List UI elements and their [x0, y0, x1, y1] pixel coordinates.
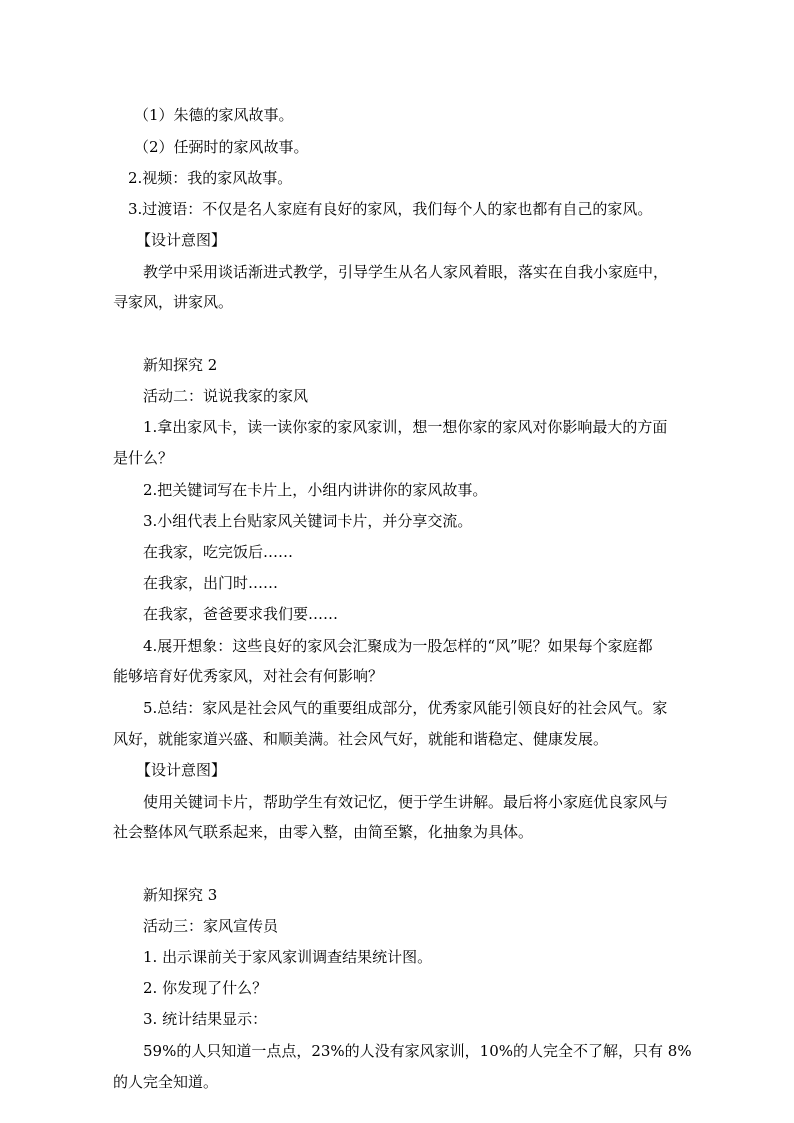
- paragraph-intent-1-line1: 教学中采用谈话渐进式教学，引导学生从名人家风着眼，落实在自我小家庭中，: [143, 263, 669, 281]
- example-dad-requires: 在我家，爸爸要求我们要……: [143, 605, 339, 623]
- activity-title-3: 活动三：家风宣传员: [143, 917, 279, 935]
- step-4-line1: 4.展开想象：这些良好的家风会汇聚成为一股怎样的“风”呢？如果每个家庭都: [143, 637, 653, 655]
- heading-design-intent-1: 【设计意图】: [136, 231, 227, 249]
- activity-title-2: 活动二：说说我家的家风: [143, 387, 309, 405]
- step-3: 3.小组代表上台贴家风关键词卡片，并分享交流。: [143, 512, 473, 530]
- paragraph-intent-1-line2: 寻家风，讲家风。: [113, 293, 234, 311]
- example-after-meal: 在我家，吃完饭后……: [143, 543, 294, 561]
- paragraph-intent-2-line1: 使用关键词卡片，帮助学生有效记忆，便于学生讲解。最后将小家庭优良家风与: [143, 793, 669, 811]
- paragraph-video: 2.视频：我的家风故事。: [128, 169, 293, 187]
- paragraph-intent-2-line2: 社会整体风气联系起来，由零入整，由简至繁，化抽象为具体。: [113, 823, 534, 841]
- paragraph-story-zhude: （1）朱德的家风故事。: [134, 106, 294, 124]
- example-going-out: 在我家，出门时……: [143, 574, 279, 592]
- list-item-3: 3. 统计结果显示：: [143, 1010, 268, 1028]
- step-4-line2: 能够培育好优秀家风，对社会有何影响？: [113, 667, 384, 685]
- heading-design-intent-2: 【设计意图】: [136, 761, 227, 779]
- step-5-line1: 5.总结：家风是社会风气的重要组成部分，优秀家风能引领良好的社会风气。家: [143, 699, 668, 717]
- section-title-explore-3: 新知探究 3: [143, 886, 218, 904]
- step-1-line2: 是什么？: [113, 449, 174, 467]
- paragraph-story-renbishi: （2）任弼时的家风故事。: [134, 138, 309, 156]
- list-item-2: 2. 你发现了什么？: [143, 979, 268, 997]
- paragraph-transition: 3.过渡语：不仅是名人家庭有良好的家风，我们每个人的家也都有自己的家风。: [128, 200, 653, 218]
- list-item-1: 1. 出示课前关于家风家训调查结果统计图。: [143, 948, 433, 966]
- statistics-line1: 59%的人只知道一点点，23%的人没有家风家训，10%的人完全不了解，只有 8%: [143, 1042, 692, 1060]
- step-5-line2: 风好，就能家道兴盛、和顺美满。社会风气好，就能和谐稳定、健康发展。: [113, 730, 609, 748]
- step-1-line1: 1.拿出家风卡，读一读你家的家风家训，想一想你家的家风对你影响最大的方面: [143, 418, 668, 436]
- section-title-explore-2: 新知探究 2: [143, 356, 218, 374]
- statistics-line2: 的人完全知道。: [113, 1073, 219, 1091]
- step-2: 2.把关键词写在卡片上，小组内讲讲你的家风故事。: [143, 481, 488, 499]
